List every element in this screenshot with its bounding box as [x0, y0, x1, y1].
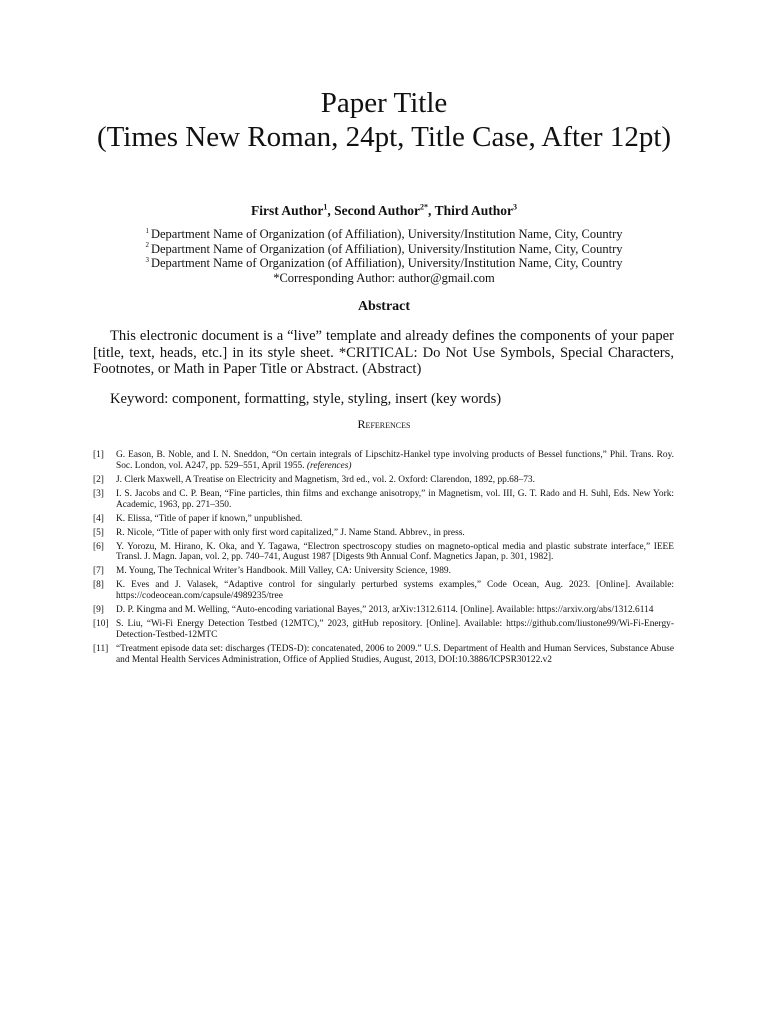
reference-number: [5] [93, 527, 104, 538]
paper-title [60, 86, 708, 154]
affiliation-line [60, 227, 708, 242]
reference-text: S. Liu, “Wi-Fi Energy Detection Testbed (12MTC),” 2023, gitHub repository. [Online]. Available: https://github.com/liustone99/Wi-Fi-Energy-Detection-Testbed-12MTC [116, 619, 674, 640]
reference-item [93, 489, 674, 511]
reference-item [93, 644, 674, 666]
reference-note: (references) [306, 460, 352, 471]
affiliation-text: Department Name of Organization (of Affiliation), University/Institution Name, City, Country [150, 241, 623, 256]
reference-number: [8] [93, 580, 104, 591]
keywords: Keyword: component, formatting, style, styling, insert (key words) [110, 391, 502, 407]
abstract-heading: Abstract [357, 299, 411, 314]
reference-text: I. S. Jacobs and C. P. Bean, “Fine particles, thin films and exchange anisotropy,” in Magnetism, vol. III, G. T. Rado and H. Suhl, Eds. New York: Academic, 1963, pp. 271–350. [116, 488, 674, 510]
reference-text: G. Eason, B. Noble, and I. N. Sneddon, “On certain integrals of Lipschitz-Hankel type involving products of Bessel functions,” Phil. Trans. Roy. Soc. London, vol. A247, pp. 529–551, April 1955. (references) [116, 450, 674, 471]
author-list: First Author$^1$, Second Author$^{2*}$, Third Author$^3$ [251, 202, 517, 218]
reference-item [93, 514, 674, 525]
affiliation-mark: 1 [145, 226, 149, 235]
reference-number: [2] [93, 474, 104, 485]
reference-list [93, 450, 674, 669]
reference-number: [11] [93, 643, 109, 654]
reference-item [93, 580, 674, 602]
abstract-body: This electronic document is a “live” template and already defines the components of your paper [title, text, heads, etc.] in its style sheet. *CRITICAL: Do Not Use Symbols, Special Characters, Footnotes, or Math in Paper Title or Abstract. (Abstract) [93, 328, 674, 378]
reference-item [93, 566, 674, 577]
reference-text: R. Nicole, “Title of paper with only first word capitalized,” J. Name Stand. Abbrev., in press. [116, 527, 465, 538]
title-line-1: Paper Title [320, 87, 448, 119]
reference-item [93, 605, 674, 616]
author-name: First Author [251, 203, 324, 218]
reference-item [93, 542, 674, 564]
reference-text: D. P. Kingma and M. Welling, “Auto-encoding variational Bayes,” 2013, arXiv:1312.6114. [Online]. Available: https://arxiv.org/abs/1312.6114 [116, 605, 654, 616]
author-affiliation-mark: 1 [323, 202, 328, 212]
affiliation-mark: 2 [145, 241, 149, 250]
affiliations [60, 227, 708, 285]
reference-number: [9] [93, 605, 104, 616]
reference-item [93, 528, 674, 539]
affiliation-mark: 3 [145, 256, 149, 265]
author-name: Third Author [434, 203, 513, 218]
reference-number: [1] [93, 450, 104, 460]
reference-number: [4] [93, 513, 104, 524]
reference-text: J. Clerk Maxwell, A Treatise on Electricity and Magnetism, 3rd ed., vol. 2. Oxford: Clarendon, 1892, pp.68–73. [116, 474, 535, 485]
corresponding-author: *Corresponding Author: author@gmail.com [273, 270, 495, 285]
reference-item [93, 475, 674, 486]
author-name: Second Author [334, 203, 421, 218]
reference-number: [10] [93, 619, 109, 630]
reference-text: M. Young, The Technical Writer’s Handbook. Mill Valley, CA: University Science, 1989. [116, 566, 451, 577]
affiliation-line [60, 256, 708, 271]
reference-number: [6] [93, 541, 104, 552]
affiliation-text: Department Name of Organization (of Affiliation), University/Institution Name, City, Country [150, 256, 623, 271]
reference-item [93, 450, 674, 472]
reference-item [93, 619, 674, 641]
author-affiliation-mark: 2* [420, 202, 429, 212]
abstract-text [93, 328, 674, 378]
reference-text: Y. Yorozu, M. Hirano, K. Oka, and Y. Tagawa, “Electron spectroscopy studies on magneto-optical media and plastic substrate interface,” IEEE Transl. J. Magn. Japan, vol. 2, pp. 740–741, August 1987 [Digests 9th Annual Conf. Magnetics Japan, p. 301, 1982]. [116, 541, 674, 563]
affiliation-line [60, 242, 708, 257]
author-affiliation-mark: 3 [512, 202, 517, 212]
affiliation-text: Department Name of Organization (of Affiliation), University/Institution Name, City, Country [150, 227, 623, 241]
title-line-2: (Times New Roman, 24pt, Title Case, After 12pt) [96, 121, 672, 153]
reference-number: [3] [93, 488, 104, 499]
reference-number: [7] [93, 566, 104, 577]
reference-text: “Treatment episode data set: discharges (TEDS-D): concatenated, 2006 to 2009.” U.S. Department of Health and Human Services, Substance Abuse and Mental Health Services Administration, Office of Applied Studies, August, 2013, DOI:10.3886/ICPSR30122.v2 [116, 643, 674, 665]
reference-text: K. Eves and J. Valasek, “Adaptive control for singularly perturbed systems examples,” Code Ocean, Aug. 2023. [Online]. Available: https://codeocean.com/capsule/4989235/tree [116, 580, 674, 602]
reference-text: K. Elissa, “Title of paper if known,” unpublished. [116, 513, 303, 524]
references-heading: References [357, 417, 411, 431]
